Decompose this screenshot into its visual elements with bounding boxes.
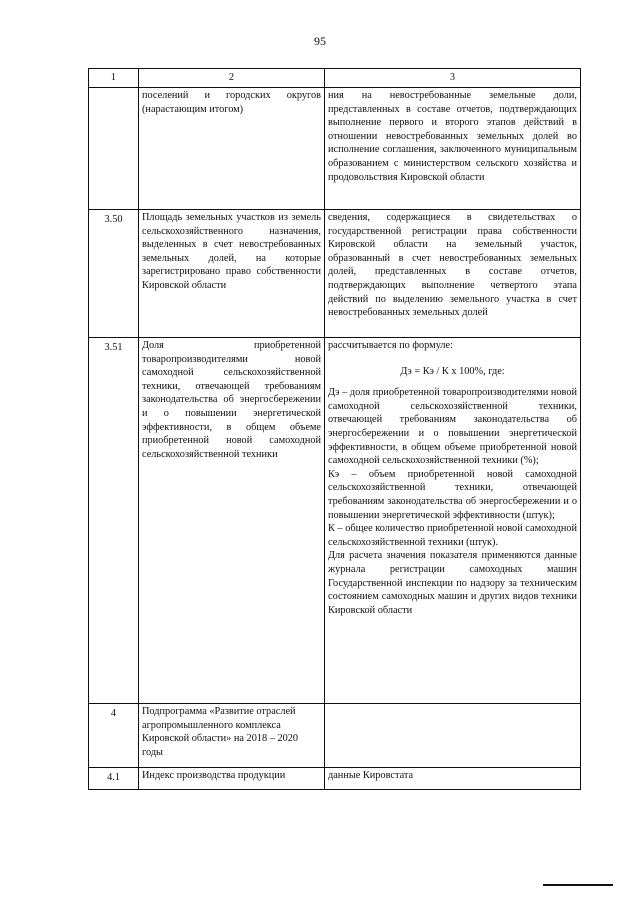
indicator-description: ния на невостребованные земельные доли, представленных в составе отчетов, подтверждающих выполнение первого и второго этапов действий в отношении невостребованных земельных долей во исполнение соглашения, заключенного муниципальным образованием с министерством сельского хозяйства и продовольствия Кировской области <box>325 88 581 210</box>
formula-term: Дэ – доля приобретенной товаропроизводителями новой самоходной сельскохозяйственной техники, отвечающей требованиям законодательства об энергосбережении и о повышении энергетической эффективности, в общем объеме приобретенной новой самоходной сельскохозяйственной техники (%); <box>328 387 577 467</box>
formula-intro: рассчитывается по формуле: <box>328 340 453 351</box>
page-number: 95 <box>314 34 326 48</box>
indicator-description <box>325 704 581 768</box>
row-number: 4 <box>89 704 139 768</box>
header-col-1: 1 <box>89 69 139 88</box>
indicator-name: поселений и городских округов (нарастающим итогом) <box>139 88 325 210</box>
row-number: 4.1 <box>89 768 139 790</box>
indicator-name: Индекс производства продукции <box>139 768 325 790</box>
indicator-description <box>325 338 581 704</box>
footer-rule <box>543 884 613 886</box>
formula-term: Кэ – объем приобретенной новой самоходной сельскохозяйственной техники, отвечающей требованиям законодательства об энергосбережении и о повышении энергетической эффективности (штук); <box>328 468 577 521</box>
table-row <box>89 338 581 704</box>
indicator-description: данные Кировстата <box>325 768 581 790</box>
indicator-description: сведения, содержащиеся в свидетельствах о государственной регистрации права собственности Кировской области на земельный участок, образованный в счет невостребованных земельных долей, представленных в составе отчетов, подтверждающих выполнение четвертого этапа действий по выделению земельного участка в счет невостребованных земельных долей <box>325 210 581 338</box>
table-row <box>89 768 581 790</box>
formula: Дэ = Кэ / К х 100%, где: <box>400 365 505 377</box>
row-number <box>89 88 139 210</box>
table-header-row <box>89 69 581 88</box>
indicator-name: Площадь земельных участков из земель сельскохозяйственного назначения, выделенных в счет невостребованных земельных долей, на которые зарегистрировано право собственности Кировской области <box>139 210 325 338</box>
data-source-note: Для расчета значения показателя применяются данные журнала регистрации самоходных машин Государственной инспекции по надзору за техническим состоянием самоходных машин и других видов техники Кировской области <box>328 550 577 616</box>
row-number: 3.50 <box>89 210 139 338</box>
indicators-table <box>88 68 581 790</box>
subprogram-name: Подпрограмма «Развитие отраслей агропромышленного комплекса Кировской области» на 2018 – 2020 годы <box>139 704 325 768</box>
formula-term: К – общее количество приобретенной новой самоходной сельскохозяйственной техники (штук). <box>328 523 577 548</box>
table-row <box>89 88 581 210</box>
table-row <box>89 704 581 768</box>
row-number: 3.51 <box>89 338 139 704</box>
header-col-3: 3 <box>325 69 581 88</box>
table-row <box>89 210 581 338</box>
header-col-2: 2 <box>139 69 325 88</box>
indicator-name: Доля приобретенной товаропроизводителями новой самоходной сельскохозяйственной техники, отвечающей требованиям законодательства об энергосбережении и о повышении энергетической эффективности, в общем объеме приобретенной новой самоходной сельскохозяйственной техники <box>139 338 325 704</box>
